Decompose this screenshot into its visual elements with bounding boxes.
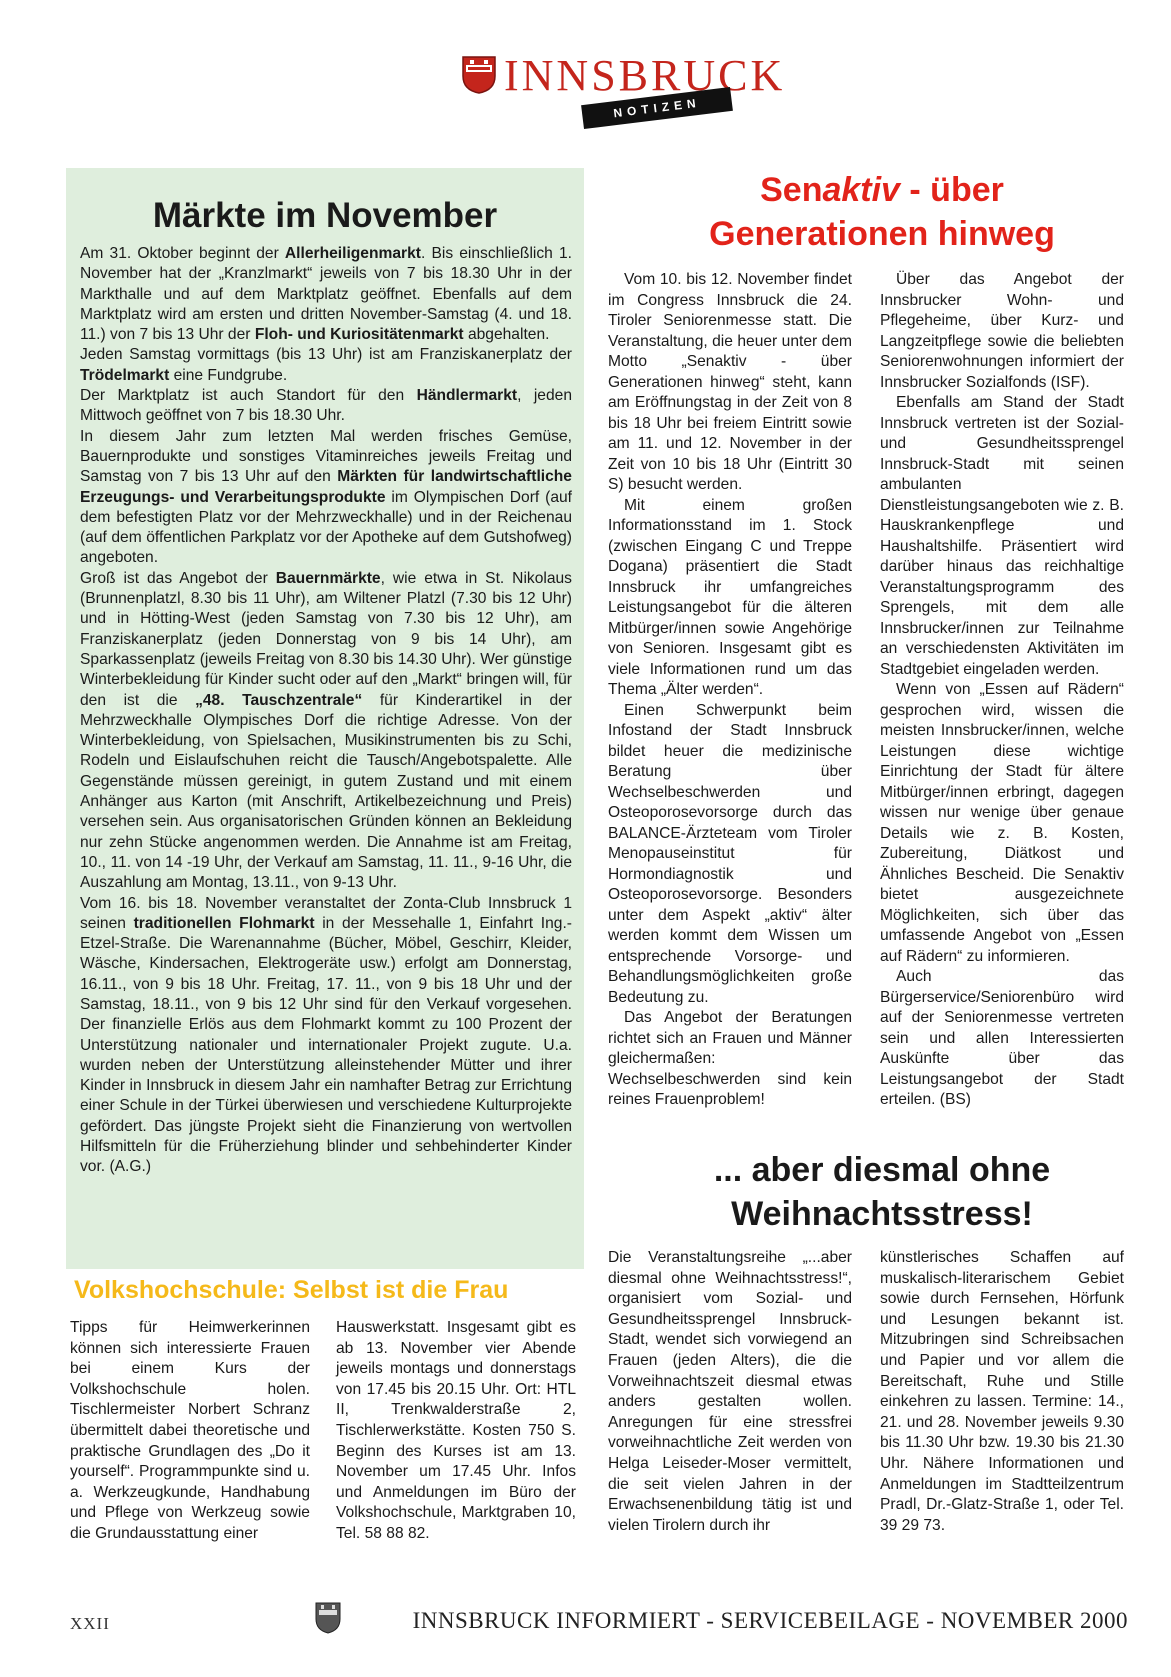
senaktiv-headline-rest: - über: [899, 171, 1004, 209]
market-name-highlight: Märkten für landwirtschaftliche Erzeugungs- und Verarbeitungsprodukte: [80, 468, 572, 506]
senaktiv-headline: [612, 168, 1152, 256]
markets-text-run: abgehalten.: [463, 326, 550, 344]
markets-headline: Märkte im November: [152, 196, 498, 235]
weihnacht-headline: [612, 1148, 1152, 1236]
market-name-highlight: traditionellen Flohmarkt: [133, 914, 315, 932]
senaktiv-paragraph: Das Angebot der Beratungen richtet sich an Frauen und Männer gleichermaßen: Wechselbeschwerden sind kein reines Frauenproblem!: [608, 1009, 852, 1108]
markets-text-run: in der Messehalle 1, Einfahrt Ing.-Etzel-Straße. Die Warenannahme (Bücher, Möbel, Geschirr, Kleider, Wäsche, Kindersachen, Elektrogeräte usw.) erfolgt am Donnerstag, 16.11., von 9 bis 18 Uhr. Freitag, 17. 11., von 9 bis 18 Uhr und der Samstag, 18.11., von 9 bis 12 Uhr sind für den Verkauf vorgesehen. Der finanzielle Erlös aus dem Flohmarkt kommt zu 100 Prozent der Unterstützung nationaler und internationaler Projekt zugute. U.a. wurden neben der Unterstützung alleinstehender Mütter und ihrer Kinder in Innsbruck in diesem Jahr ein namhafter Betrag zur Errichtung einer Schule in der Türkei überwiesen und verschiedene Kulturprojekte gefördert. Das jüngste Projekt sieht die Finanzierung von wertvollen Hilfsmitteln für die Früherziehung blinder und sehbehinderter Kinder vor. (A.G.): [80, 914, 572, 1176]
vhs-headline: Volkshochschule: Selbst ist die Frau: [74, 1276, 509, 1304]
markets-text-run: Jeden Samstag vormittags (bis 13 Uhr) ist am Franziskanerplatz der: [80, 346, 572, 364]
footer-publication: INNSBRUCK INFORMIERT - SERVICEBEILAGE - NOVEMBER 2000: [412, 1608, 1128, 1633]
markets-text-run: Der Marktplatz ist auch Standort für den: [80, 387, 417, 405]
markets-text-run: im Olympischen Dorf (auf dem befestigten Platz vor der Mehrzweckhalle) und in der Reichenau (auf dem öffentlichen Parkplatz vor der Apotheke auf dem Gutshofweg) angeboten.: [80, 488, 572, 567]
senaktiv-paragraph: Über das Angebot der Innsbrucker Wohn- und Pflegeheime, über Kurz- und Langzeitpflege sowie die beliebten Seniorenwohnungen informiert der Innsbrucker Sozialfonds (ISF).: [880, 271, 1124, 391]
senaktiv-paragraph: Mit einem großen Informationsstand im 1. Stock (zwischen Eingang C und Treppe Dogana) präsentiert die Stadt Innsbruck ihr umfangreiches Leistungsangebot für die älteren Mitbürger/innen sowie Angehörige von Senioren. Insgesamt gibt es viele Informationen rund um das Thema „Älter werden“.: [608, 496, 852, 698]
senaktiv-paragraph: Wenn von „Essen auf Rädern“ gesprochen wird, wissen die meisten Innsbrucker/innen, welche Leistungen diese wichtige Einrichtung der Stadt für ältere Mitbürger/innen erbringt, dagegen wissen nur wenige über genaue Details wie z. B. Kosten, Zubereitung, Diätkost und Ähnliches Bescheid. Die Senaktiv bietet ausgezeichnete Möglichkeiten, sich über das umfassende Angebot von „Essen auf Rädern“ zu informieren.: [880, 681, 1124, 965]
market-name-highlight: Händlermarkt: [416, 387, 518, 405]
markets-text-run: . Bis einschließlich 1. November hat der „Kranzlmarkt“ jeweils von 7 bis 18.30 Uhr in der Markthalle und auf dem Marktplatz geöffnet. Ebenfalls auf dem Marktplatz wird am ersten und dritten November-Samstag (4. und 18. 11.) von 7 bis 13 Uhr der: [80, 245, 572, 344]
markets-text-run: , wie etwa in St. Nikolaus (Brunnenplatzl, 8.30 bis 11 Uhr), am Wiltener Platzl (7.30 bis 12 Uhr) und in Hötting-West (jeden Samstag von 7.30 bis 12 Uhr), am Franziskanerplatz (jeden Donnerstag von 9 bis 14 Uhr), am Sparkassenplatz (jeweils Freitag von 8.30 bis 14.30 Uhr). Wer günstige Winterbekleidung für Kinder sucht oder auf den „Markt“ bringen will, für den ist die: [80, 569, 572, 709]
senaktiv-headline-aktiv: aktiv: [822, 171, 900, 209]
vhs-column-2: Hauswerkstatt. Insgesamt gibt es ab 13. November vier Abende jeweils montags und donnerstags von 17.45 bis 20.15 Uhr. Ort: HTL II, Trenkwalderstraße 2, Tischlerwerkstätte. Kosten 750 S. Beginn des Kurses ist am 13. November um 17.45 Uhr. Infos und Anmeldungen im Büro der Volkshochschule, Marktgraben 10, Tel. 58 88 82.: [336, 1319, 576, 1542]
masthead: [462, 46, 786, 126]
senaktiv-paragraph: Einen Schwerpunkt beim Infostand der Stadt Innsbruck bildet heuer die medizinische Beratung über Wechselbeschwerden und Osteoporosevorsorge durch das BALANCE-Ärzteteam vom Tiroler Menopauseinstitut für Hormondiagnostik und Osteoporosevorsorge. Besonders unter dem Aspekt „aktiv“ älter werden kommt dem Wissen um entsprechende Vorsorge- und Behandlungsmöglichkeiten große Bedeutung zu.: [608, 701, 852, 1006]
weihnacht-headline-line2: Weihnachtsstress!: [731, 1195, 1033, 1233]
weihnacht-column-1: Die Veranstaltungsreihe „...aber diesmal ohne Weihnachtsstress!“, organisiert vom Sozial- und Gesundheitssprengel Innsbruck-Stadt, wendet sich vorwiegend an Frauen (jeden Alters), die die Vorweihnachtszeit diesmal etwas anders gestalten wollen. Anregungen für eine stressfrei vorweihnachtliche Zeit werden von Helga Leiseder-Moser vermittelt, die seit vielen Jahren in der Erwachsenenbildung tätig ist und vielen Tirolern durch ihr: [608, 1249, 852, 1534]
senaktiv-paragraph: Auch das Bürgerservice/Seniorenbüro wird auf der Seniorenmesse vertreten sein und allen Interessierten Auskünfte über das Leistungsangebot der Stadt erteilen. (BS): [880, 968, 1124, 1108]
market-name-highlight: Floh- und Kuriositätenmarkt: [254, 326, 464, 344]
senaktiv-column-1: [608, 270, 852, 1111]
masthead-title: INNSBRUCK: [504, 51, 786, 100]
senaktiv-paragraph: Ebenfalls am Stand der Stadt Innsbruck vertreten ist der Sozial- und Gesundheitssprengel Innsbruck-Stadt mit seinen ambulanten Dienstleistungsangeboten wie z. B. Hauskrankenpflege und Haushaltshilfe. Präsentiert wird darüber hinaus das reichhaltige Veranstaltungsprogramm des Sprengels, mit dem alle Innsbrucker/innen zur Teilnahme an verschiedensten Aktivitäten im Stadtgebiet eingeladen werden.: [880, 394, 1124, 678]
senaktiv-paragraph: Vom 10. bis 12. November findet im Congress Innsbruck die 24. Tiroler Seniorenmesse statt. Die Veranstaltung, die heuer unter dem Motto „Senaktiv - über Generationen hinweg“ steht, kann am Eröffnungstag in der Zeit von 8 bis 18 Uhr bei freiem Eintritt sowie am 11. und 12. November in der Zeit von 10 bis 18 Uhr (Eintritt 30 S) besucht werden.: [608, 271, 852, 493]
weihnacht-column-2: künstlerisches Schaffen auf muskalisch-literarischem Gebiet sowie durch Fernsehen, Hörfunk und Lesungen bekannt ist. Mitzubringen sind Schreibsachen und Papier und vor allem die Bereitschaft, Ruhe und Stille einkehren zu lassen. Termine: 14., 21. und 28. November jeweils 9.30 bis 11.30 Uhr bzw. 19.30 bis 21.30 Uhr. Nähere Informationen und Anmeldungen im Stadtteilzentrum Pradl, Dr.-Glatz-Straße 1, oder Tel. 39 29 73.: [880, 1249, 1124, 1534]
senaktiv-column-2: [880, 270, 1124, 1111]
weihnacht-headline-line1: ... aber diesmal ohne: [713, 1151, 1051, 1189]
page-number: XXII: [70, 1614, 110, 1633]
markets-text-run: In diesem Jahr zum letzten Mal werden frisches Gemüse, Bauernprodukte und sonstiges Vitaminreiches jeweils Freitag und Samstag von 7 bis 13 Uhr auf den: [80, 427, 572, 486]
markets-text-run: Am 31. Oktober beginnt der: [80, 245, 285, 262]
senaktiv-headline-line2: Generationen hinweg: [709, 215, 1055, 253]
vhs-column-1: Tipps für Heimwerkerinnen können sich interessierte Frauen bei einem Kurs der Volkshochschule holen. Tischlermeister Norbert Schranz übermittelt dabei theoretische und praktische Grundlagen des „Do it yourself“. Programmpunkte sind u. a. Werkzeugkunde, Handhabung und Pflege von Werkzeug sowie die Grundausstattung einer: [70, 1319, 310, 1542]
markets-article: [66, 168, 584, 1269]
innsbruck-crest-icon: [462, 56, 496, 94]
markets-body: [80, 244, 572, 1178]
market-name-highlight: Trödelmarkt: [80, 366, 170, 384]
markets-text-run: Vom 16. bis 18. November veranstaltet der Zonta-Club Innsbruck 1 seinen: [80, 894, 572, 932]
senaktiv-headline-sen: Sen: [760, 171, 823, 209]
markets-text-run: für Kinderartikel in der Mehrzweckhalle Olympisches Dorf die richtige Adresse. Von der Winterbekleidung, von Spielsachen, Musikinstrumenten bis zu Schi, Rodeln und Eislaufschuhen reicht die Tausch/Angebotspalette. Alle Gegenstände müssen gereinigt, in gutem Zustand und mit einem Anhänger aus Karton (mit Anschrift, Artikelbezeichnung und Preis) versehen sein. Aus organisatorischen Gründen können an Bekleidung nur zehn Stücke angenommen werden. Die Annahme ist am Freitag, 10., 11. von 14 -19 Uhr, der Verkauf am Samstag, 11. 11., 9-16 Uhr, die Auszahlung am Montag, 13.11., von 9-13 Uhr.: [80, 691, 572, 892]
markets-text-run: , jeden Mittwoch geöffnet von 7 bis 18.30 Uhr.: [80, 387, 572, 425]
footer-crest-icon: [315, 1602, 341, 1634]
masthead-notizen-label: NOTIZEN: [581, 87, 733, 129]
markets-text-run: Groß ist das Angebot der: [80, 569, 276, 587]
market-name-highlight: Bauernmärkte: [275, 569, 381, 587]
market-name-highlight: Allerheiligenmarkt: [284, 245, 421, 262]
markets-text-run: eine Fundgrube.: [169, 366, 288, 384]
market-name-highlight: „48. Tauschzentrale“: [195, 691, 363, 709]
